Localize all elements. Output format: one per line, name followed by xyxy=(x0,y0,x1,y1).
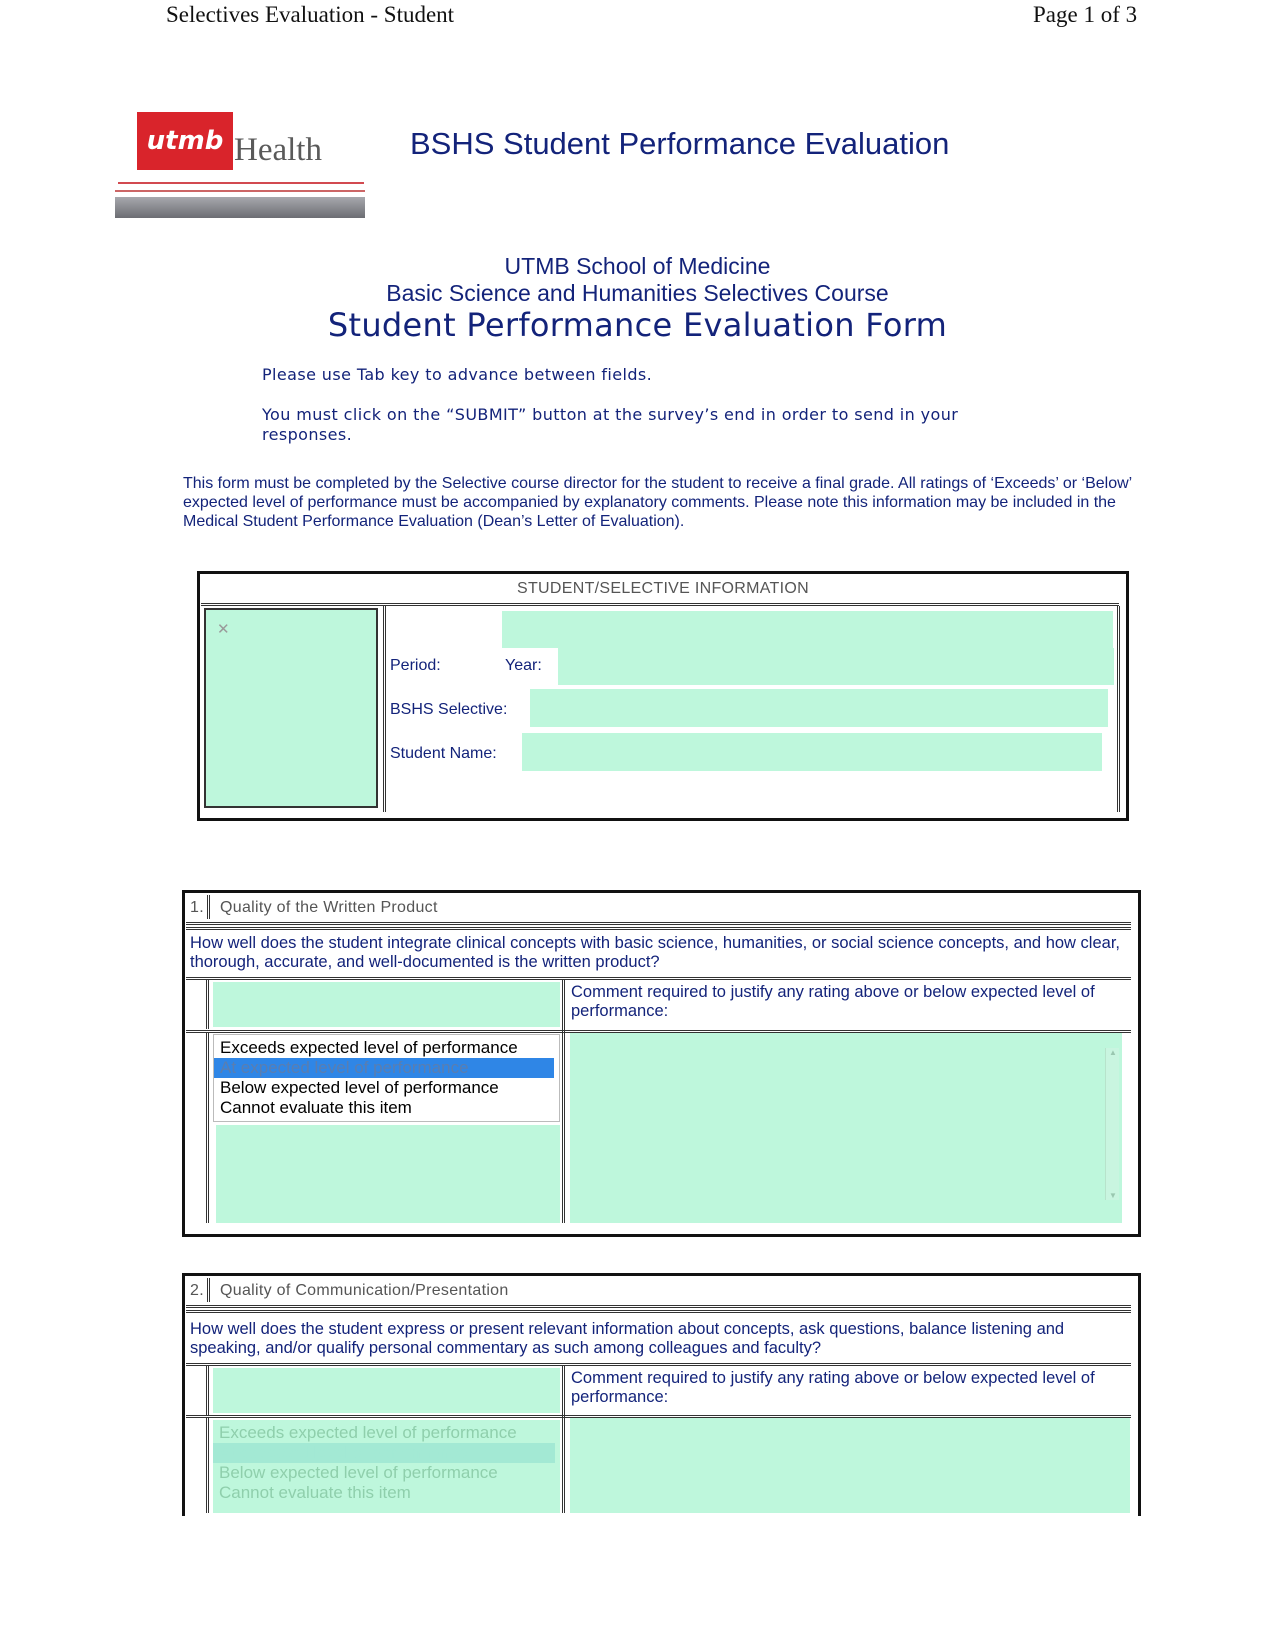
divider xyxy=(206,980,209,1029)
question-prompt: How well does the student express or present relevant information about concepts, ask questions, balance listening and speaking, and/or qualify personal commentary as such among colleagues and faculty? xyxy=(190,1320,1065,1357)
school-name: UTMB School of Medicine xyxy=(504,253,771,279)
intro-paragraph: This form must be completed by the Selective course director for the student to receive a final grade. All ratings of ‘Exceeds’ or ‘Below’ expected level of performance must be accompanied by explanatory comments. Please note this information may be included in the Medical Student Performance Evaluation (Dean’s Letter of Evaluation). xyxy=(183,475,1132,530)
divider xyxy=(206,1033,209,1223)
question-number: 2. xyxy=(190,1282,204,1299)
rating-option[interactable]: Cannot evaluate this item xyxy=(220,1098,412,1117)
divider xyxy=(186,1310,1131,1313)
rating-option[interactable]: Exceeds expected level of performance xyxy=(219,1423,517,1442)
rating-dropdown[interactable] xyxy=(213,982,560,1027)
selective-label: BSHS Selective: xyxy=(390,701,508,718)
comment-textarea[interactable] xyxy=(570,1033,1122,1223)
utmb-logo xyxy=(137,112,233,170)
scroll-up-icon[interactable]: ▲ xyxy=(1109,1048,1117,1057)
comment-label: Comment required to justify any rating above or below expected level of performance: xyxy=(571,1369,1095,1406)
logo-health-text: Health xyxy=(234,132,322,168)
course-name: Basic Science and Humanities Selectives Course xyxy=(386,280,889,306)
question-number: 1. xyxy=(190,899,204,916)
divider xyxy=(383,606,386,812)
student-photo-field[interactable] xyxy=(204,608,378,808)
divider xyxy=(562,980,565,1223)
student-name-field[interactable] xyxy=(522,733,1102,771)
broken-image-icon: ✕ xyxy=(217,621,230,638)
divider xyxy=(201,603,1119,606)
year-label: Year: xyxy=(505,657,542,674)
question-title: Quality of Communication/Presentation xyxy=(220,1282,509,1299)
period-label: Period: xyxy=(390,657,441,674)
question-prompt: How well does the student integrate clinical concepts with basic science, humanities, or social science concepts, and how clear, thorough, accurate, and well-documented is the written product? xyxy=(190,934,1120,971)
divider xyxy=(1117,606,1120,812)
document-title: Selectives Evaluation - Student xyxy=(166,2,455,27)
rating-listbox[interactable] xyxy=(213,1034,560,1122)
rating-field-area xyxy=(216,1125,560,1223)
page-number: Page 1 of 3 xyxy=(1033,2,1138,27)
rating-option-selected[interactable]: At expected level of performance xyxy=(214,1058,554,1078)
comment-textarea[interactable] xyxy=(570,1418,1130,1513)
logo-brand: utmb xyxy=(146,126,224,156)
section-heading: STUDENT/SELECTIVE INFORMATION xyxy=(517,580,809,597)
page-title: BSHS Student Performance Evaluation xyxy=(410,126,950,161)
year-field[interactable] xyxy=(558,648,1114,685)
logo-rule-2 xyxy=(115,190,365,192)
logo-bar xyxy=(115,197,365,218)
rating-option-selected[interactable]: At expected level of performance xyxy=(213,1443,555,1463)
scrollbar[interactable] xyxy=(1105,1048,1119,1200)
tab-instruction: Please use Tab key to advance between fields. xyxy=(262,365,653,384)
divider xyxy=(186,977,1131,980)
rating-option[interactable]: Below expected level of performance xyxy=(220,1078,499,1097)
form-name: Student Performance Evaluation Form xyxy=(327,306,948,344)
scroll-down-icon[interactable]: ▼ xyxy=(1109,1191,1117,1200)
divider xyxy=(186,927,1131,930)
rating-option[interactable]: Below expected level of performance xyxy=(219,1463,498,1482)
divider xyxy=(186,922,1131,925)
rating-option[interactable]: Exceeds expected level of performance xyxy=(220,1038,518,1057)
divider xyxy=(186,1363,1131,1366)
divider xyxy=(186,1305,1131,1308)
comment-label: Comment required to justify any rating above or below expected level of performance: xyxy=(571,983,1095,1020)
divider xyxy=(207,1278,210,1302)
period-field[interactable] xyxy=(502,611,1113,648)
question-title: Quality of the Written Product xyxy=(220,899,438,916)
selective-field[interactable] xyxy=(530,689,1108,727)
divider xyxy=(206,1418,209,1513)
divider xyxy=(562,1366,565,1513)
rating-listbox[interactable] xyxy=(213,1420,560,1513)
logo-rule xyxy=(118,182,364,184)
divider xyxy=(206,1366,209,1415)
divider xyxy=(207,895,210,919)
rating-option[interactable]: Cannot evaluate this item xyxy=(219,1483,411,1502)
student-name-label: Student Name: xyxy=(390,745,497,762)
rating-dropdown[interactable] xyxy=(213,1368,560,1413)
submit-instruction: You must click on the “SUBMIT” button at the survey’s end in order to send in your responses. xyxy=(262,405,959,444)
